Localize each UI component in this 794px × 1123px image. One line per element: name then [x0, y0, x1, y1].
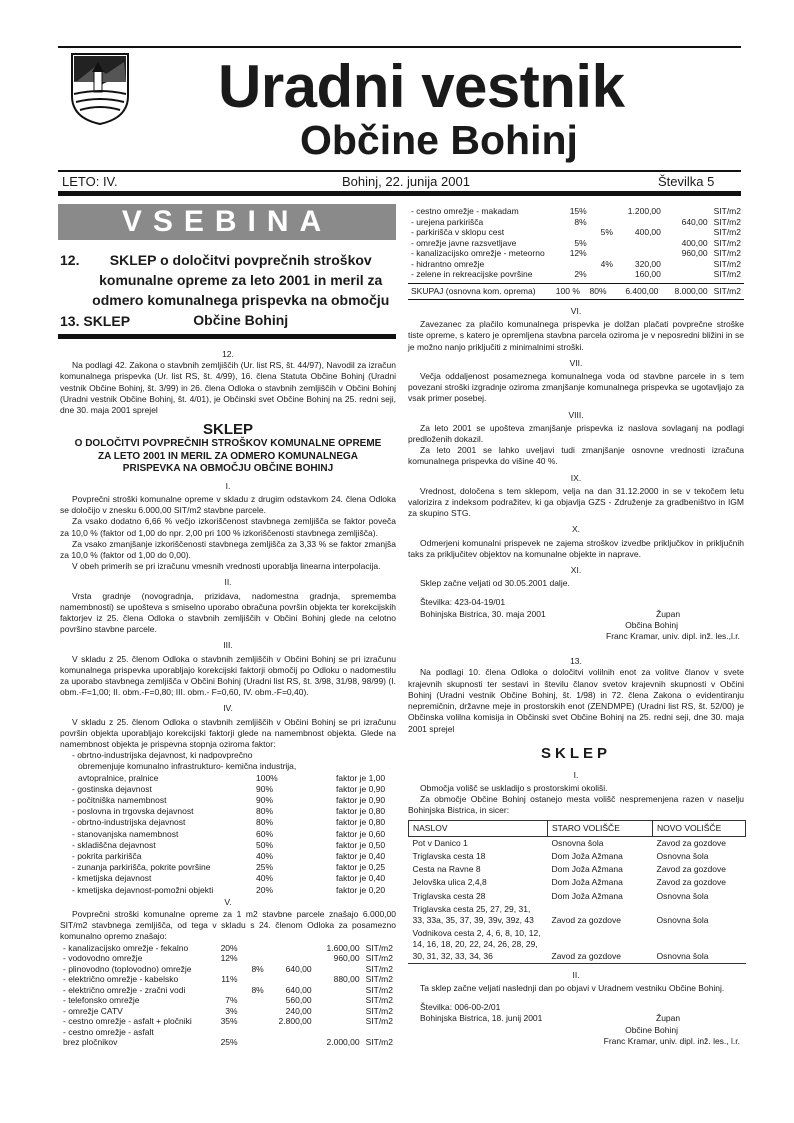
cost-cell-c: 640,00: [285, 984, 312, 995]
cost-row: [408, 227, 744, 238]
factor-row: - obrtno-industrijska dejavnost 80% faktor je 0,80: [72, 817, 386, 828]
document-place-date: Bohinjska Bistrica, 30. maja 2001: [420, 608, 546, 619]
cost-cell-a: 11%: [221, 974, 238, 985]
cost-cell-b: [241, 1006, 267, 1017]
top-rule: [58, 46, 741, 48]
issue-number: Številka 5: [658, 174, 715, 189]
cost-cell-n: - cestno omrežje - asfalt + pločniki: [63, 1016, 192, 1027]
factor-row: - kmetijska dejavnost-pomožni objekti 20% faktor je 0,20: [72, 884, 386, 895]
cost-cell-b: [590, 238, 616, 249]
toc-item-title: SKLEP: [83, 313, 131, 329]
section-number: II.: [224, 577, 232, 588]
table-row: [409, 850, 746, 863]
factor-row: avtopralnice, pralnice 100% faktor je 1,00: [78, 772, 386, 783]
cost-cell-d: [664, 269, 711, 280]
cost-cell-b: [241, 943, 267, 954]
cost-cell-b: 5%: [600, 227, 613, 237]
factor-row: - zunanja parkirišča, pokrite površine 25% faktor je 0,25: [72, 862, 386, 873]
cost-cell-a: 20%: [220, 942, 238, 953]
table-cell: Dom Joža Ažmana: [551, 850, 623, 861]
factor-row: - počitniška namembnost 90% faktor je 0,90: [72, 795, 386, 805]
cost-row: [60, 974, 396, 985]
cost-cell-n: - telefonsko omrežje: [63, 995, 140, 1006]
cost-cell-b: [241, 1037, 267, 1048]
cost-row: [60, 953, 396, 964]
cost-cell-d: [315, 1027, 363, 1038]
cost-cell-u: SIT/m2: [713, 248, 741, 258]
signature-title: Župan: [656, 1013, 681, 1024]
cost-cell-n: - električno omrežje - kabelsko: [63, 974, 179, 985]
section-number: II.: [572, 969, 580, 980]
cost-cell-a: 12%: [569, 248, 587, 258]
cost-cell-a: [210, 1027, 240, 1038]
cost-cell-a: 2%: [574, 269, 587, 279]
paragraph: Za vsako zmanjšanje izkoriščenosti stavbnega zemljišča za 3,33 % se faktor zmanjša za 10,0 % (faktor od 1,00 do 0,00).: [60, 538, 396, 560]
table-cell: Osnovna šola: [656, 950, 709, 961]
paragraph: Vrsta gradnje (novogradnja, prizidava, nadomestna gradnja, sprememba namembnosti) se upošteva s smiselno uporabo obračuna površin objekta ter korekcijskih faktorjev iz 25. člena Odloka o stavbnih zemljiščih v Občini Bohinj glede na celotno površino stavbne parcele.: [60, 590, 396, 635]
cost-cell-n: - kanalizacijsko omrežje - fekalno: [63, 942, 189, 953]
cost-cell-c: 400,00: [634, 227, 661, 237]
cost-cell-a: [559, 227, 589, 238]
cost-row: [408, 269, 744, 280]
cost-cell-n: - urejena parkirišča: [411, 216, 484, 227]
table-cell: Osnovna šola: [656, 850, 709, 861]
cost-cell-u: SIT/m2: [713, 206, 741, 216]
cost-cell-n: - cestno omrežje - asfalt: [63, 1026, 154, 1037]
cost-cell-u: SIT/m2: [365, 995, 393, 1006]
cost-cell-a: [210, 964, 240, 975]
cost-cell-a: 35%: [220, 1016, 238, 1027]
section-number: III.: [223, 640, 233, 651]
cost-row: [408, 238, 744, 249]
cost-cell-a: 25%: [220, 1037, 238, 1048]
cost-cell-n: - plinovodno (toplovodno) omrežje: [63, 963, 192, 974]
document-reference: Številka: 423-04-19/01: [420, 597, 506, 608]
cost-cell-a: 8%: [574, 216, 587, 227]
contents-banner-text: VSEBINA: [121, 205, 333, 238]
cost-cell-n: - omrežje CATV: [63, 1005, 123, 1016]
toc-item-13: [60, 311, 130, 331]
table-row: [409, 927, 746, 963]
signature-org: Občina Bohinj: [625, 619, 678, 630]
cost-cell-a: 15%: [569, 206, 587, 216]
cost-cell-u: SIT/m2: [365, 1005, 393, 1016]
doc-number: 12.: [222, 349, 234, 359]
paragraph: Za leto 2001 se lahko uveljavi tudi zmanjšanje osnovne vrednosti izračuna komunalnega prispevka do višine 40 %.: [408, 445, 744, 467]
factor-list-head: obremenjuje komunalno infrastrukturo- kemična industrija,: [78, 761, 297, 772]
table-cell: Zavod za gozdove: [656, 837, 726, 848]
signature-name: Franc Kramar, univ. dipl. inž. les.,l.r.: [606, 631, 740, 642]
cost-row: [60, 1027, 396, 1038]
cost-cell-b: 4%: [600, 258, 613, 269]
table-header-row: [409, 820, 746, 836]
paragraph: V skladu z 25. členom Odloka o stavbnih zemljiščih v Občini Bohinj se pri izračunu površin objekta uporabljajo korekcijski faktorji glede na namembnost objekta. Glede na namembnost objekta je prispevna stopnja oziroma faktor:: [60, 716, 396, 749]
cost-row: [60, 1016, 396, 1027]
cost-cell-d: 640,00: [681, 216, 708, 227]
cost-cell-c: 560,00: [285, 995, 312, 1006]
cost-cell-b: [241, 953, 267, 964]
paragraph: Za območje Občine Bohinj ostanejo mesta volišč nespremenjena razen v naselju Bohinjska Bistrica, in sicer:: [408, 794, 744, 816]
cost-cell-c: [267, 943, 315, 954]
table-row: [409, 863, 746, 876]
section-number: IX.: [570, 472, 582, 483]
cost-table-left: [60, 943, 396, 1048]
cost-cell-u: SIT/m2: [365, 984, 393, 995]
masthead-title: Uradni vestnik: [218, 53, 625, 120]
masthead-rule: [58, 170, 741, 172]
cost-cell-c: [267, 1027, 315, 1038]
cost-cell-d: [315, 964, 363, 975]
section-number: IV.: [223, 703, 233, 714]
table-row: [409, 836, 746, 850]
factor-row: - stanovanjska namembnost 60% faktor je 0,60: [72, 828, 386, 839]
cost-cell-d: [664, 227, 711, 238]
cost-cell-n: - parkirišča v sklopu cest: [411, 227, 505, 237]
factor-row: - skladiščna dejavnost 50% faktor je 0,50: [72, 839, 386, 850]
table-cell: Pot v Danico 1: [412, 837, 468, 848]
cost-cell-b: [590, 206, 616, 217]
cost-cell-b: [241, 995, 267, 1006]
signature-title: Župan: [656, 608, 681, 619]
cost-cell-d: 960,00: [333, 953, 360, 964]
cost-row: [60, 1037, 396, 1048]
cost-cell-b: [590, 217, 616, 228]
cost-cell-d: [664, 206, 711, 217]
coat-of-arms-logo: [70, 52, 130, 126]
doc-number: 13.: [570, 656, 582, 667]
table-cell: Zavod za gozdove: [656, 877, 726, 888]
left-column: [60, 349, 396, 1048]
column-header: NASLOV: [409, 820, 548, 836]
section-number: VIII.: [568, 409, 584, 420]
cost-cell-a: [210, 985, 240, 996]
table-row: [409, 903, 746, 927]
cost-cell-u: SIT/m2: [713, 269, 741, 279]
cost-cell-n: brez pločnikov: [63, 1037, 118, 1048]
cost-cell-u: SIT/m2: [365, 974, 393, 985]
issue-date: Bohinj, 22. junija 2001: [342, 174, 470, 189]
table-cell: Zavod za gozdove: [656, 864, 726, 875]
doc-intro: Na podlagi 42. Zakona o stavbnih zemljiščih (Ur. list RS, št. 44/97), Navodil za izračun komunalnega prispevka (Ur. list RS, št. 4/99), 16. člena Statuta Občine Bohinj (Uradni vestnik Občine Bohinj, št. 3/99) in 26. člena Odloka o stavbnih zemljiščih v Občini Bohinj (Uradni vestnik Občine Bohinj, št. 4/01), je Občinski svet Občine Bohinj na 25. redni seji, dne 30. maja 2001 sprejel: [60, 360, 396, 416]
cost-cell-n: - zelene in rekreacijske površine: [411, 269, 533, 279]
table-row: [409, 876, 746, 889]
cost-cell-a: 7%: [225, 995, 238, 1006]
cost-cell-d: 2.000,00: [326, 1037, 360, 1048]
section-number: I.: [225, 480, 231, 491]
cost-cell-u: SIT/m2: [713, 258, 741, 269]
cost-cell-c: 160,00: [634, 269, 661, 279]
signature-org: Občine Bohinj: [625, 1024, 678, 1035]
doc-heading: SKLEP: [202, 421, 253, 439]
paragraph: Območja volišč se uskladijo s prostorskimi okoliši.: [420, 782, 608, 793]
doc-subheading: O DOLOČITVI POVPREČNIH STROŠKOV KOMUNALNE OPREME ZA LETO 2001 IN MERIL ZA ODMERO KOMUNALNEGA PRISPEVKA NA OBMOČJU OBČINE BOHINJ: [74, 438, 382, 475]
toc-item-title: SKLEP o določitvi povprečnih stroškov komunalne opreme za leto 2001 in meril za odmero komunalnega prispevka na območju Občine Bohinj: [92, 252, 390, 328]
contents-banner: [58, 204, 396, 240]
cost-cell-u: SIT/m2: [365, 1037, 393, 1048]
table-cell: Cesta na Ravne 8: [412, 864, 481, 875]
factor-list-head: - obrtno-industrijska dejavnost, ki nadpovprečno: [72, 750, 253, 761]
signature-name: Franc Kramar, univ. dipl. inž. les., l.r.: [603, 1035, 740, 1046]
cost-cell-c: [267, 1037, 315, 1048]
factor-row: - poslovna in trgovska dejavnost 80% faktor je 0,80: [72, 806, 386, 817]
section-number: XI.: [570, 565, 582, 576]
section-number: X.: [571, 524, 581, 535]
section-number: I.: [573, 769, 579, 780]
cost-cell-n: - cestno omrežje - makadam: [411, 206, 519, 216]
cost-cell-b: [590, 269, 616, 280]
cost-cell-d: 960,00: [681, 248, 708, 258]
cost-cell-u: SIT/m2: [365, 953, 393, 964]
cost-row: [408, 217, 744, 228]
cost-cell-b: 8%: [251, 963, 264, 974]
paragraph: Odmerjeni komunalni prispevek ne zajema stroškov izvedbe priključkov in priključnih taks za priključitev objektov na komunalne objekte in naprave.: [408, 537, 744, 559]
table-row: [409, 890, 746, 903]
cost-cell-a: [559, 259, 589, 270]
cost-cell-c: 2.800,00: [278, 1016, 312, 1027]
cost-cell-b: [590, 248, 616, 259]
table-cell: Osnovna šola: [656, 914, 709, 925]
cost-cell-d: 400,00: [681, 237, 708, 248]
cost-cell-a: 12%: [220, 953, 238, 964]
table-cell: Zavod za gozdove: [551, 950, 621, 961]
cost-cell-c: [616, 248, 664, 259]
cost-total-row: SKUPAJ (osnovna kom. oprema) 100 % 80% 6.400,00 8.000,00 SIT/m2: [411, 285, 741, 296]
table-cell: Dom Joža Ažmana: [551, 864, 623, 875]
masthead-subtitle: Občine Bohinj: [300, 117, 578, 163]
toc-item-number: 12.: [60, 252, 80, 268]
factor-row: - kmetijska dejavnost 40% faktor je 0,40: [72, 873, 386, 884]
cost-row: [60, 985, 396, 996]
paragraph: Zavezanec za plačilo komunalnega prispevka je dolžan plačati povprečne stroške tiste opreme, s katero je opremljena stavbna parcela oziroma je v neposredni bližini in se je možno nanjo priključiti z minimalnimi stroški.: [408, 319, 744, 352]
paragraph: Povprečni stroški komunalne opreme za 1 m2 stavbne parcele znašajo 6.000,00 SIT/m2 stavbnega zemljišča, od tega v skladu s 24. členom Odloka za posamezno komunalno opremo znašajo:: [60, 909, 396, 942]
table-cell: Triglavska cesta 25, 27, 29, 31, 33, 33a, 35, 37, 39, 39v, 39z, 43: [412, 903, 534, 925]
table-cell: Triglavska cesta 18: [412, 850, 486, 861]
paragraph: Povprečni stroški komunalne opreme v skladu z drugim odstavkom 24. člena Odloka se določijo v znesku 6.000,00 SIT/m2 stavbne parcele.: [60, 493, 396, 516]
cost-cell-u: SIT/m2: [365, 942, 393, 953]
cost-cell-a: 3%: [225, 1005, 238, 1016]
section-number: V.: [224, 896, 232, 907]
cost-cell-b: [241, 974, 267, 985]
cost-cell-n: - električno omrežje - zračni vodi: [63, 984, 186, 995]
doc-intro: Na podlagi 10. člena Odloka o določitvi volilnih enot za volitve članov v svete krajevnih skupnosti ter sestavi in številu članov svetov krajevnih skupnosti v Občini Bohinj (Uradni vestnik Občine Bohinj, št. 1/98) in 72. člena Zakona o evidentiranju nepremičnin, državne meje in prostorskih enot (ZENDMPE) (Uradni list RS, št. 52/00) je Občinska volilna komisija in Občinski svet Občine Bohinj na 25. redni seji, dne 30. maja 2001 sprejel: [408, 667, 744, 734]
cost-total-table: [408, 286, 744, 297]
cost-cell-u: SIT/m2: [713, 227, 741, 237]
cost-row: [60, 964, 396, 975]
cost-cell-c: 1.200,00: [627, 206, 661, 216]
column-header: STARO VOLIŠČE: [548, 820, 653, 836]
year-label: LETO: IV.: [62, 174, 118, 189]
table-cell: Jelovška ulica 2,4,8: [412, 877, 487, 888]
table-cell: Osnovna šola: [656, 890, 709, 901]
cost-cell-c: 240,00: [285, 1005, 312, 1016]
cost-cell-n: - kanalizacijsko omrežje - meteorno: [411, 248, 545, 258]
table-cell: Osnovna šola: [551, 837, 604, 848]
header-thick-rule: [58, 191, 741, 196]
cost-cell-u: SIT/m2: [713, 237, 741, 248]
document-reference: Številka: 006-00-2/01: [420, 1002, 501, 1013]
paragraph: Ta sklep začne veljati naslednji dan po objavi v Uradnem vestniku Občine Bohinj.: [420, 982, 725, 993]
cost-cell-c: [267, 953, 315, 964]
table-cell: Dom Joža Ažmana: [551, 877, 623, 888]
cost-cell-d: [315, 995, 363, 1006]
polling-station-table: [408, 820, 746, 963]
cost-cell-d: 1.600,00: [326, 942, 360, 953]
table-cell: Dom Joža Ažmana: [551, 890, 623, 901]
cost-cell-c: [616, 217, 664, 228]
cost-cell-u: SIT/m2: [365, 1016, 393, 1027]
cost-cell-u: [363, 1027, 396, 1038]
paragraph: V obeh primerih se pri izračunu vmesnih vrednosti uporablja linearna interpolacija.: [72, 561, 381, 572]
table-cell: Vodnikova cesta 2, 4, 6, 8, 10, 12, 14, 16, 18, 20, 22, 24, 26, 28, 29, 30, 31, 32, 33, 34, 36: [412, 928, 541, 961]
cost-cell-d: 880,00: [333, 974, 360, 985]
document-place-date: Bohinjska Bistrica, 18. junij 2001: [420, 1013, 543, 1024]
section-number: VII.: [569, 357, 583, 368]
table-cell: Zavod za gozdove: [551, 914, 621, 925]
toc-item-number: 13.: [60, 313, 80, 329]
cost-cell-d: [315, 1006, 363, 1017]
paragraph: Sklep začne veljati od 30.05.2001 dalje.: [420, 578, 570, 589]
factor-list: [60, 773, 396, 896]
cost-row: [60, 995, 396, 1006]
cost-table-right: [408, 206, 744, 280]
cost-row: [408, 206, 744, 217]
factor-row: - pokrita parkirišča 40% faktor je 0,40: [72, 851, 386, 862]
cost-cell-d: [315, 1016, 363, 1027]
cost-cell-b: [241, 1016, 267, 1027]
cost-cell-b: [241, 1027, 267, 1038]
paragraph: Za vsako dodatno 6,66 % večjo izkoriščenost stavbnega zemljišča se faktor poveča za 10,0 % (faktor od 1,00 do npr. 2,00 pri 100 % izkoriščenosti stavbnega zemljišča).: [60, 516, 396, 538]
cost-row: [60, 943, 396, 954]
cost-cell-d: [315, 985, 363, 996]
paragraph: V skladu z 25. členom Odloka o stavbnih zemljiščih v Občini Bohinj se pri izračunu komunalnega prispevka uporabljajo korekcijski faktorji območij po Odloku o nadomestilu za uporabo stavbnega zemljišča v Občini Bohinj (Uradni list RS, št. 3/98, 31/98, 98/99) (I. obm.-F=1,00; II. obm.-F=0,80; III. obm.- F=0,60, IV. obm.-F=0,40).: [60, 653, 396, 698]
cost-cell-c: 640,00: [285, 963, 312, 974]
cost-cell-d: [664, 259, 711, 270]
section-number: VI.: [570, 306, 582, 316]
toc-bottom-rule: [58, 334, 396, 339]
cost-cell-c: [267, 974, 315, 985]
paragraph: Za leto 2001 se upošteva zmanjšanje prispevka iz naslova sovlaganj na podlagi predloženih dokazil.: [408, 422, 744, 445]
cost-cell-n: - hidrantno omrežje: [411, 258, 485, 269]
right-column: [408, 206, 744, 1047]
paragraph: Večja oddaljenost posameznega komunalnega voda od stavbne parcele in s tem povezani stroški izgradnje oziroma zmanjšanje komunalnega prispevka se ugotavljajo za vsak primer posebej.: [408, 371, 744, 404]
doc-heading: SKLEP: [540, 744, 611, 762]
factor-row: - gostinska dejavnost 90% faktor je 0,90: [72, 783, 386, 794]
cost-cell-n: - omrežje javne razsvetljave: [411, 237, 517, 248]
cost-cell-c: 320,00: [634, 258, 661, 269]
column-header: NOVO VOLIŠČE: [653, 820, 746, 836]
cost-cell-b: 8%: [251, 984, 264, 995]
cost-row: [408, 248, 744, 259]
cost-cell-a: 5%: [574, 237, 587, 248]
cost-cell-u: SIT/m2: [713, 216, 741, 227]
paragraph: Vrednost, določena s tem sklepom, velja na dan 31.12.2000 in se v tekočem letu valorizira z indeksom podražitev, ki ga objavlja GZS - Združenje za gradbeništvo in IGM za skupino STG.: [408, 485, 744, 519]
cost-row: [408, 259, 744, 270]
cost-row: [60, 1006, 396, 1017]
table-cell: Triglavska cesta 28: [412, 890, 486, 901]
cost-cell-c: [616, 238, 664, 249]
cost-cell-u: SIT/m2: [365, 963, 393, 974]
cost-cell-n: - vodovodno omrežje: [63, 953, 143, 964]
